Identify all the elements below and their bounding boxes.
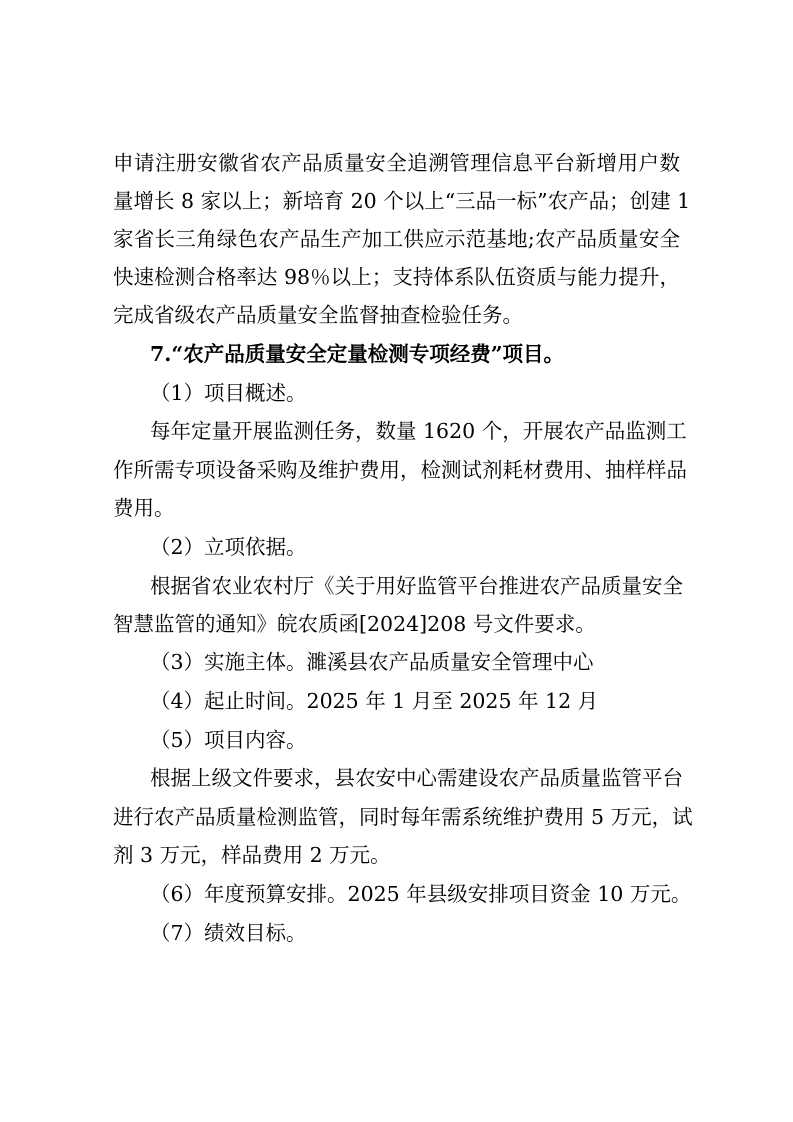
paragraph-line: 进行农产品质量检测监管，同时每年需系统维护费用 5 万元，试 [113, 805, 693, 829]
item-line: （3）实施主体。濉溪县农产品质量安全管理中心 [150, 650, 594, 674]
paragraph-line: 家省长三角绿色农产品生产加工供应示范基地;农产品质量安全 [113, 227, 680, 251]
paragraph-line: 费用。 [113, 496, 175, 520]
paragraph-line: 快速检测合格率达 98％以上；支持体系队伍资质与能力提升， [113, 265, 680, 289]
paragraph-line: 作所需专项设备采购及维护费用，检测试剂耗材费用、抽样样品 [113, 458, 687, 482]
paragraph-line: 每年定量开展监测任务，数量 1620 个，开展农产品监测工 [150, 419, 687, 443]
item-heading: （2）立项依据。 [150, 535, 307, 559]
paragraph-line: 智慧监管的通知》皖农质函[2024]208 号文件要求。 [113, 612, 596, 636]
item-heading: （5）项目内容。 [150, 728, 307, 752]
item-heading: （1）项目概述。 [150, 381, 307, 405]
paragraph-line: 根据上级文件要求，县农安中心需建设农产品质量监管平台 [150, 766, 683, 790]
item-line: （4）起止时间。2025 年 1 月至 2025 年 12 月 [150, 689, 599, 713]
paragraph-line: 完成省级农产品质量安全监督抽查检验任务。 [113, 303, 523, 327]
item-line: （6）年度预算安排。2025 年县级安排项目资金 10 万元。 [150, 882, 692, 906]
paragraph-line: 量增长 8 家以上；新培育 20 个以上“三品一标”农产品；创建 1 [113, 189, 691, 213]
paragraph-line: 申请注册安徽省农产品质量安全追溯管理信息平台新增用户数 [113, 151, 680, 175]
paragraph-line: 根据省农业农村厅《关于用好监管平台推进农产品质量安全 [150, 574, 683, 598]
paragraph-line: 剂 3 万元，样品费用 2 万元。 [113, 843, 391, 867]
item-heading: （7）绩效目标。 [150, 921, 307, 945]
section-heading: 7.“农产品质量安全定量检测专项经费”项目。 [150, 342, 564, 366]
